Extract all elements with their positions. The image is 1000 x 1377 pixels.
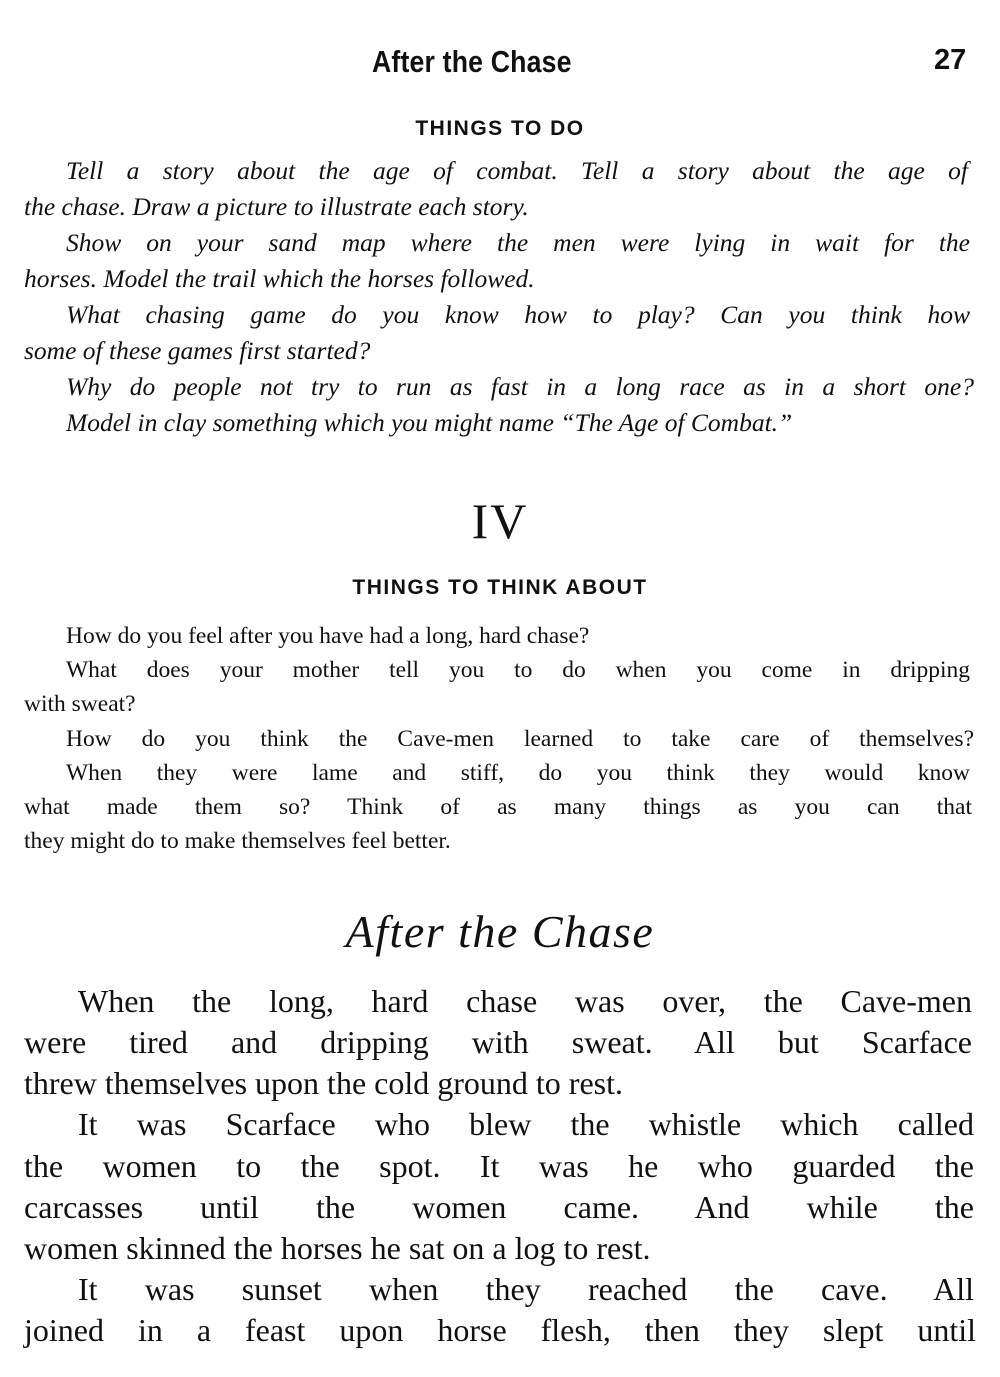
story-line: It was sunset when they reached the cave. All <box>78 1271 974 1307</box>
story-line: threw themselves upon the cold ground to rest. <box>24 1065 623 1101</box>
think-line: When they were lame and stiff, do you think they would know <box>66 760 970 786</box>
think-line: with sweat? <box>24 691 136 717</box>
think-line: What does your mother tell you to do when you come in dripping <box>66 657 970 683</box>
todo-line: Tell a story about the age of combat. Tell a story about the age of <box>66 156 968 185</box>
story-line: were tired and dripping with sweat. All but Scarface <box>24 1024 972 1060</box>
think-line: How do you think the Cave-men learned to take care of themselves? <box>66 726 974 752</box>
todo-line: horses. Model the trail which the horses followed. <box>24 264 535 293</box>
page-number: 27 <box>934 44 967 76</box>
story-line: joined in a feast upon horse flesh, then they slept until <box>24 1312 976 1348</box>
story-line: the women to the spot. It was he who guarded the <box>24 1148 974 1184</box>
things-to-think-heading: THINGS TO THINK ABOUT <box>352 576 648 599</box>
story-line: It was Scarface who blew the whistle which called <box>78 1106 974 1142</box>
think-line: How do you feel after you have had a long, hard chase? <box>66 623 590 649</box>
story-line: carcasses until the women came. And while the <box>24 1189 974 1225</box>
todo-line: Show on your sand map where the men were lying in wait for the <box>66 228 970 257</box>
running-title: After the Chase <box>372 44 572 79</box>
todo-line: Why do people not try to run as fast in a long race as in a short one? <box>66 372 974 401</box>
story-line: When the long, hard chase was over, the Cave-men <box>78 983 972 1019</box>
story-line: women skinned the horses he sat on a log to rest. <box>24 1230 651 1266</box>
think-line: what made them so? Think of as many things as you can that <box>24 794 972 820</box>
todo-line: Model in clay something which you might name “The Age of Combat.” <box>66 408 793 437</box>
think-line: they might do to make themselves feel better. <box>24 828 451 854</box>
running-head <box>0 44 1000 88</box>
todo-line: the chase. Draw a picture to illustrate each story. <box>24 192 529 221</box>
things-to-do-heading: THINGS TO DO <box>415 117 585 140</box>
chapter-numeral: IV <box>471 493 529 549</box>
todo-line: What chasing game do you know how to play? Can you think how <box>66 300 970 329</box>
story-title: After the Chase <box>345 906 655 957</box>
todo-line: some of these games first started? <box>24 336 371 365</box>
